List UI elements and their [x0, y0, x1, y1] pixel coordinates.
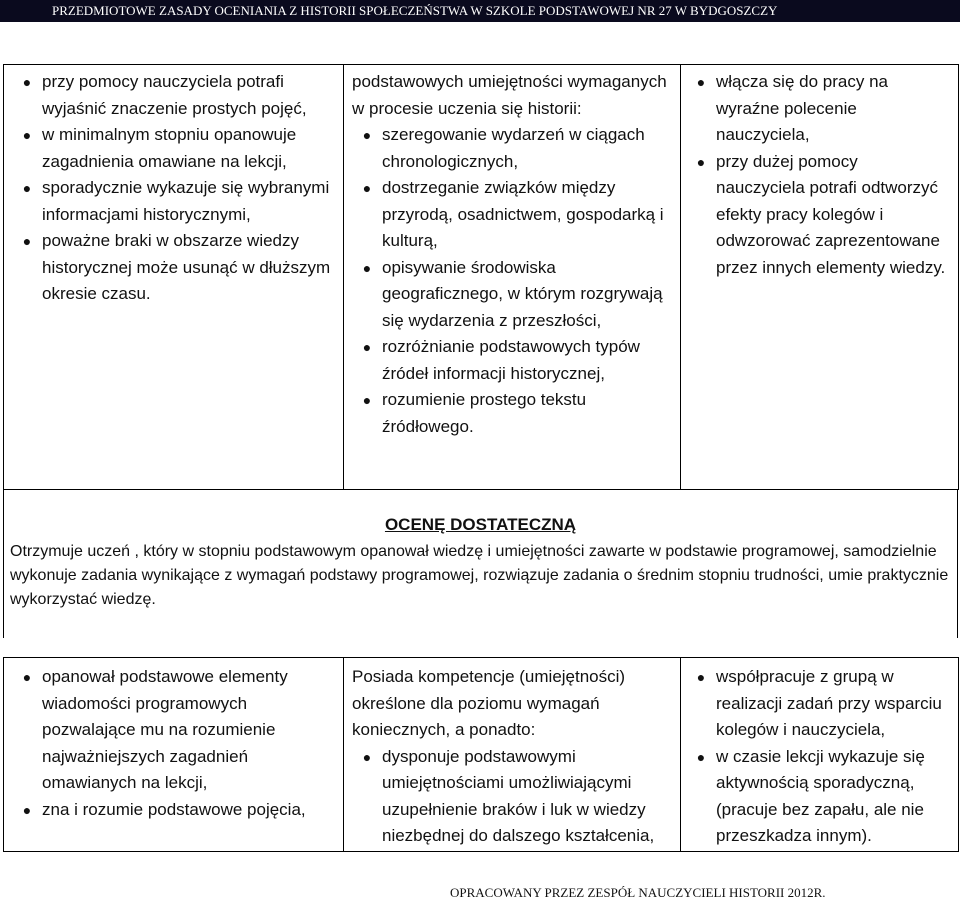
- cell-content: [681, 65, 958, 281]
- cell-intro: podstawowych umiejętności wymaganych w procesie uczenia się historii:: [352, 72, 667, 118]
- list-item: [352, 122, 672, 175]
- bullet-icon: ●: [362, 180, 372, 196]
- criteria-table-top: [3, 64, 959, 490]
- bullet-icon: ●: [696, 669, 706, 685]
- table-cell-skills: [344, 658, 681, 852]
- bullet-icon: ●: [362, 339, 372, 355]
- list-item: [352, 255, 672, 335]
- cell-content: [4, 65, 343, 308]
- list-item-text: opisywanie środowiska geograficznego, w którym rozgrywają się wydarzenia z przeszłości,: [382, 257, 663, 330]
- list-item: [352, 387, 672, 440]
- cell-content: [344, 658, 680, 850]
- grade-description: Otrzymuje uczeń , który w stopniu podstawowym opanował wiedzę i umiejętności zawarte w podstawie programowej, samodzielnie wykonuje zadania wynikające z wymagań podstawy programowej, rozwiązuje zadania o średnim stopniu trudności, umie praktycznie wykorzystać wiedzę.: [10, 543, 949, 608]
- list-item-text: zna i rozumie podstawowe pojęcia,: [42, 799, 306, 819]
- cell-intro: Posiada kompetencje (umiejętności) określone dla poziomu wymagań koniecznych, a ponadto:: [352, 667, 626, 739]
- list-item-text: w minimalnym stopniu opanowuje zagadnienia omawiane na lekcji,: [42, 125, 297, 171]
- table-cell-skills: [344, 65, 681, 490]
- table-cell-knowledge: [4, 658, 344, 852]
- bullet-icon: ●: [362, 748, 372, 765]
- list-item: [686, 149, 950, 282]
- list-item-text: sporadycznie wykazuje się wybranymi informacjami historycznymi,: [42, 178, 330, 224]
- list-item-text: poważne braki w obszarze wiedzy historycznej może usunąć w dłuższym okresie czasu.: [42, 231, 331, 303]
- bullet-icon: ●: [362, 259, 372, 276]
- list-item-text: dysponuje podstawowymi umiejętnościami umożliwiającymi uzupełnienie braków i luk w wiedzy niezbędnej do dalszego kształcenia,: [382, 746, 655, 845]
- list-item-text: szeregowanie wydarzeń w ciągach chronologicznych,: [382, 125, 645, 171]
- list-item-text: przy dużej pomocy nauczyciela potrafi odtworzyć efekty pracy kolegów i odwzorować zaprezentowane przez innych elementy wiedzy.: [716, 151, 946, 277]
- table-cell-knowledge: [4, 65, 344, 490]
- page-footer: OPRACOWANY PRZEZ ZESPÓŁ NAUCZYCIELI HISTORII 2012R.: [450, 885, 826, 900]
- bullet-icon: ●: [696, 748, 706, 765]
- list-item-text: opanował podstawowe elementy wiadomości programowych pozwalające mu na rozumienie najważniejszych zagadnień omawianych na lekcji,: [42, 667, 288, 792]
- list-item: [352, 744, 672, 850]
- bullet-icon: ●: [362, 127, 372, 143]
- list-item: [686, 69, 950, 149]
- list-item: [352, 334, 672, 387]
- bullet-icon: ●: [22, 127, 32, 143]
- table-row: [4, 658, 959, 852]
- list-item-text: w czasie lekcji wykazuje się aktywnością sporadyczną, (pracuje bez zapału, ale nie przeszkadza innym).: [716, 746, 925, 845]
- list-item-text: rozumienie prostego tekstu źródłowego.: [382, 390, 587, 436]
- grade-section: [3, 490, 958, 638]
- list-item-text: przy pomocy nauczyciela potrafi wyjaśnić znaczenie prostych pojęć,: [42, 72, 307, 118]
- bullet-icon: ●: [22, 74, 32, 90]
- list-item: [12, 664, 339, 797]
- list-item-text: rozróżnianie podstawowych typów źródeł informacji historycznej,: [382, 337, 640, 383]
- bullet-icon: ●: [362, 392, 372, 408]
- list-item-text: współpracuje z grupą w realizacji zadań przy wsparciu kolegów i nauczyciela,: [716, 667, 942, 739]
- grade-title: OCENĘ DOSTATECZNĄ: [384, 515, 577, 534]
- bullet-icon: ●: [22, 180, 32, 196]
- page-header-title: PRZEDMIOTOWE ZASADY OCENIANIA Z HISTORII SPOŁECZEŃSTWA W SZKOLE PODSTAWOWEJ NR 27 W BYDGOSZCZY: [52, 3, 778, 18]
- list-item: [12, 797, 339, 824]
- list-item: [352, 175, 672, 255]
- list-item: [12, 175, 339, 228]
- list-item: [12, 228, 339, 308]
- list-item: [12, 69, 339, 122]
- bullet-icon: ●: [22, 669, 32, 685]
- bullet-icon: ●: [22, 801, 32, 818]
- cell-content: [4, 658, 343, 823]
- list-item: [686, 744, 950, 850]
- bullet-icon: ●: [22, 233, 32, 249]
- criteria-table-bottom: [3, 657, 959, 852]
- cell-content: [681, 658, 958, 850]
- list-item: [686, 664, 950, 744]
- bullet-icon: ●: [696, 74, 706, 90]
- list-item-text: włącza się do pracy na wyraźne polecenie nauczyciela,: [716, 72, 888, 144]
- bullet-icon: ●: [696, 153, 706, 170]
- list-item-text: dostrzeganie związków między przyrodą, osadnictwem, gospodarką i kulturą,: [382, 178, 664, 250]
- table-cell-attitude: [681, 658, 959, 852]
- cell-content: [344, 65, 680, 440]
- list-item: [12, 122, 339, 175]
- table-cell-attitude: [681, 65, 959, 490]
- table-row: [4, 65, 959, 490]
- page-header: [0, 0, 960, 22]
